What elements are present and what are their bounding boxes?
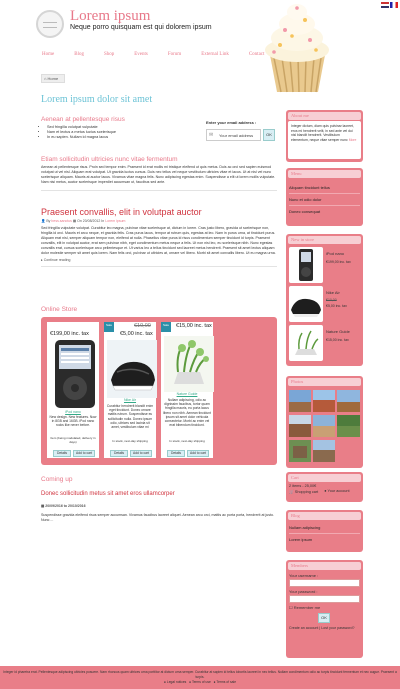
ipod-nano-image[interactable] xyxy=(50,340,100,408)
shoe-thumbnail xyxy=(289,286,323,322)
site-logo[interactable] xyxy=(36,10,64,38)
footer xyxy=(0,666,400,689)
calendar-icon: ▦ xyxy=(41,504,46,508)
store-item-name[interactable]: iPod nano xyxy=(326,251,345,256)
footer-links xyxy=(0,680,400,685)
event-text: Suspendisse gravida eleifend risus semper accumsan. Vivamus faucibus laoreet aliquet. Aenean arcu orci, mattis ac porta porta, hendrerit at justo. Nunc ... xyxy=(41,513,275,522)
username-input[interactable] xyxy=(289,579,360,587)
footer-link-legal[interactable]: ● Legal notices xyxy=(163,680,187,684)
product-card xyxy=(102,320,158,460)
about-text-box xyxy=(288,121,361,159)
author-icon: 👤 xyxy=(41,219,46,223)
intro-block xyxy=(41,116,201,140)
intro-heading: Aenean at pellentesque risus xyxy=(41,116,125,123)
article-title[interactable]: Praesent convallis, elit in volutpat auctor xyxy=(41,207,202,217)
nature-guide-image[interactable] xyxy=(164,336,214,392)
breadcrumb[interactable] xyxy=(41,74,65,83)
sidebar-heading: About me xyxy=(288,112,361,120)
section-text: Aenean at pellentesque risus. Proin sed tempor enim. Praesent id erat mollis mi tristique eleifend ut quis metus. Duis ac orci sed sapien euismod volutpat ut vel nisl. Aliquam erat volutpat. Ut gravida luctus cursus. Duis nec tellus vel neque vestibulum ultricies vitae et lacus. Ut at nisl vel nunc scelerisque aliquam. Mauris at auctor lacus. Vivamus vitae magna felis. Nunc adipiscing egestas enim. Suspendisse a elit ut lorem mollis vulputate. Nam nisi metus, auctor scelerisque imperdiet accumsan ut, faucibus sed ante. xyxy=(41,165,276,184)
product-description: Curabitur hendrerit blandit enim eget tincidunt. Donec ornare mattis rutrum. Suspendisse eu sollicitudin nulla. Donec ipsum odio, ultrices sed lacinia sit amet, vestibulum vitae mi xyxy=(106,404,154,430)
main-nav xyxy=(42,52,284,57)
article-author-link[interactable]: bess.sanctus xyxy=(51,219,72,223)
footer-text: Integer id pharetra erat. Pellentesque adipiscing ultricies posuere. Nam rhoncus quam ultrices urna porttitor at dictum urna semper. Curabitur at sapien id tellus lobortis laoreet in nec tellus. Nullam condimentum odio ac turpis tincidunt fermentum et nec augue. Praesent a turpis. xyxy=(3,670,397,679)
sidebar-blog xyxy=(286,510,363,552)
store-heading: Online Store xyxy=(41,306,78,313)
remember-me-row[interactable] xyxy=(289,605,360,610)
sidebar-about xyxy=(286,110,363,162)
cart-summary: 2 items - 25,00€ xyxy=(289,484,317,488)
divider xyxy=(41,266,277,267)
photo-gallery[interactable] xyxy=(289,390,360,464)
product-stock: Item (being modulated, delivery in days) xyxy=(50,436,96,444)
sidebar-photos xyxy=(286,376,363,468)
product-price: €5,00 inc. tax xyxy=(120,331,153,337)
article-category-link[interactable]: Lorem ipsum xyxy=(105,219,126,223)
about-text: Integer dictum, diam quis pulvinar laoreet, eros mi hendrerit velit, in sed ante vel dui nisl blandit hendrerit. Vestibulum elementum, neque vitae semper nunc xyxy=(291,124,354,142)
arrow-icon: ▸ xyxy=(41,258,44,262)
store-item-price: €199,00 inc. tax xyxy=(326,260,351,264)
remember-me-checkbox[interactable]: ☐ xyxy=(289,605,293,610)
login-form xyxy=(286,570,363,630)
section-fermentum xyxy=(41,156,277,191)
store-item-price: €15,00 inc. tax xyxy=(326,338,349,342)
store-grid xyxy=(41,317,277,465)
sale-badge: Sale xyxy=(104,322,114,332)
your-account-link[interactable] xyxy=(324,489,349,494)
nav-external-link[interactable]: External Link xyxy=(201,52,229,57)
footer-link-terms-sale[interactable]: ● Terms of sale xyxy=(213,680,237,684)
user-icon: ● xyxy=(324,489,327,493)
product-description: Nullam adipiscing, odio ac dignissim faucibus, tortor quam fringilla mauris, eu porta lacus libero non nibh. Aenean tincidunt ipsum sit amet dolor vehicula consectetur. Morbi ac enim vel erat bibendum tincidunt. xyxy=(163,398,211,428)
sidebar-menu xyxy=(286,168,363,226)
site-title[interactable]: Lorem ipsum xyxy=(70,8,151,24)
section-heading: Etiam sollicitudin ultricies nunc vitae fermentum xyxy=(41,156,178,163)
french-flag-icon[interactable] xyxy=(390,2,398,8)
sidebar-menu-item[interactable]: Nunc et odio dolor xyxy=(289,197,322,202)
divider xyxy=(41,190,277,191)
product-card xyxy=(45,320,101,460)
product-old-price: €10,00 xyxy=(134,323,151,329)
store-item-thumb[interactable] xyxy=(289,325,323,361)
product-title-link[interactable]: iPod nano xyxy=(65,410,81,414)
plant-thumbnail xyxy=(289,325,323,361)
newsletter-email-input[interactable]: ✉ Your email address xyxy=(206,129,261,141)
account-links[interactable]: Create an account | Lost your password? xyxy=(289,626,355,630)
store-item-name[interactable]: Nike Air xyxy=(326,290,340,295)
footer-link-label[interactable]: Legal notices xyxy=(166,680,187,684)
store-item-name[interactable]: Nature Guide xyxy=(326,329,350,334)
store-item-old-price: €10,00 xyxy=(326,298,337,302)
nike-air-image[interactable] xyxy=(107,340,157,398)
event-dates-text: 20/09/2016 to 20/10/2016 xyxy=(45,504,86,508)
sidebar-heading: Members xyxy=(288,562,361,570)
blog-article xyxy=(41,207,277,267)
sale-badge: Sale xyxy=(161,322,171,332)
store-item-thumb[interactable] xyxy=(289,286,323,322)
add-to-cart-button[interactable]: Add to cart xyxy=(187,450,209,457)
intro-list xyxy=(47,125,201,140)
event-title[interactable]: Donec sollicitudin metus sit amet eros ullamcorper xyxy=(41,491,175,497)
continue-reading-label[interactable]: Continue reading xyxy=(43,258,71,262)
username-label: Your username : xyxy=(289,573,319,578)
product-title-link[interactable]: Nature Guide xyxy=(176,392,198,396)
event-dates xyxy=(41,504,277,508)
sidebar-blog-item[interactable]: Nullam adipiscing xyxy=(289,525,321,530)
shopping-cart-link[interactable] xyxy=(289,489,318,494)
product-price: €15,00 inc. tax xyxy=(176,323,212,329)
list-item: • Nam et lectus a metus luctus scelerisque xyxy=(47,130,201,135)
details-button[interactable]: Details xyxy=(53,450,71,457)
breadcrumb-home[interactable]: Home xyxy=(47,76,59,81)
nav-home[interactable]: Home xyxy=(42,52,55,57)
newsletter-ok-button[interactable]: OK xyxy=(263,129,275,141)
meta-in: In xyxy=(101,219,105,223)
sidebar-members xyxy=(286,560,363,658)
sidebar-heading: Cart xyxy=(288,474,361,482)
home-icon: ⌂ xyxy=(44,76,47,81)
product-stock: In stock, next-day shipping xyxy=(112,439,148,443)
about-more-link[interactable]: More xyxy=(348,137,357,142)
header xyxy=(0,0,400,100)
site-slogan: Neque porro quisquam est qui dolorem ipsum xyxy=(70,24,212,31)
list-item: • Sed fringilla volutpat vulputate xyxy=(47,125,201,130)
page-title: Lorem ipsum dolor sit amet xyxy=(41,94,153,105)
product-card xyxy=(159,320,215,460)
sidebar-heading: Blog xyxy=(288,512,361,520)
sidebar-new-in-store xyxy=(286,234,363,366)
english-flag-icon[interactable] xyxy=(381,2,389,8)
footer-link-label[interactable]: Terms of use xyxy=(191,680,211,684)
article-meta xyxy=(41,219,277,223)
nav-contact[interactable]: Contact xyxy=(248,52,265,57)
coming-up-heading: Coming up xyxy=(41,476,73,483)
shopping-cart-label[interactable]: Shopping cart xyxy=(294,490,319,494)
sidebar-menu-item[interactable]: Donec consequat xyxy=(289,209,321,214)
cart-links xyxy=(286,488,363,495)
login-ok-button[interactable]: OK xyxy=(318,613,330,623)
footer-link-label[interactable]: Terms of sale xyxy=(216,680,237,684)
product-description: New design. New features. Now in 8GB and 16GB. iPod nano rocks like never before. xyxy=(49,415,97,428)
your-account-label[interactable]: Your account xyxy=(327,489,350,493)
continue-reading-link[interactable] xyxy=(41,258,277,262)
sidebar-menu-item[interactable]: Aliquam tincidunt tellus xyxy=(289,185,330,190)
sidebar-heading: Photos xyxy=(288,378,361,386)
cupcake-image xyxy=(250,0,345,100)
sidebar-blog-item[interactable]: Lorem ipsum xyxy=(289,537,313,542)
nav-shop[interactable]: Shop xyxy=(103,52,115,57)
article-date: On 20/08/2012 xyxy=(77,219,101,223)
product-stock: In stock, next-day shipping xyxy=(169,439,205,443)
newsletter-label: Enter your email address : xyxy=(206,120,257,125)
nav-forum[interactable]: Forum xyxy=(167,52,182,57)
nav-blog[interactable]: Blog xyxy=(74,52,84,57)
nav-events[interactable]: Events xyxy=(134,52,148,57)
footer-link-terms-use[interactable]: ● Terms of use xyxy=(189,680,211,684)
add-to-cart-button[interactable]: Add to cart xyxy=(130,450,152,457)
sidebar-heading: New in store xyxy=(288,236,361,244)
product-price: €199,00 inc. tax xyxy=(50,331,89,337)
cart-icon: 🛒 xyxy=(289,490,294,494)
password-label: Your password : xyxy=(289,589,318,594)
ipod-thumbnail xyxy=(289,247,323,283)
list-item: • In eu sapien. Nullam id magna lacus xyxy=(47,135,201,140)
details-button[interactable]: Details xyxy=(110,450,128,457)
meta-by: By xyxy=(46,219,51,223)
store-item-price: €5,00 inc. tax xyxy=(326,304,347,308)
store-item-thumb[interactable] xyxy=(289,247,323,283)
coming-up-block xyxy=(41,476,277,523)
details-button[interactable]: Details xyxy=(167,450,185,457)
remember-me-label: Remember me xyxy=(293,605,321,610)
sidebar-cart xyxy=(286,472,363,502)
add-to-cart-button[interactable]: Add to cart xyxy=(73,450,95,457)
calendar-icon: ▦ xyxy=(72,219,77,223)
password-input[interactable] xyxy=(289,595,360,603)
article-text: Sed fringilla vulputate volutpat. Curabitur leo magna, pulvinar vitae scelerisque at, dictum in lorem. Cras justo libero, gravida ut scelerisque non, fringilla id orci. Mauris et arcu neque, et gravida felis. Cras purus lacus, tempor at rutrum quis, egestas at leo. Nam in purus urna, at tincidunt purus. Aliquam erat nisl, semper aliquam tempor non, eleifend at nulla. Phasellus vitae purus id risus condimentum semper tincidunt id turpis. Praesent convallis, elit in volutpat auctor, erat sem pulvinar nibh, eget condimentum metus neque a felis. Ut non nisi leo, eu scelerisque nibh. Nunc egestas convallis erat, cursus scelerisque arcu pellentesque et. Ut varius leo a tellus tincidunt sed laoreet metus hendrerit. Praesent sit amet lectus aliquam dolor molestie semper sit amet quis lorem. Nam felis orci, pulvinar ut ultricies at, ornare vel libero. Morbi sit amet convallis libero. Ut eu magna urna. xyxy=(41,226,276,255)
sidebar-heading: Menu xyxy=(288,170,361,178)
product-title-link[interactable]: Nike Air xyxy=(123,398,137,402)
